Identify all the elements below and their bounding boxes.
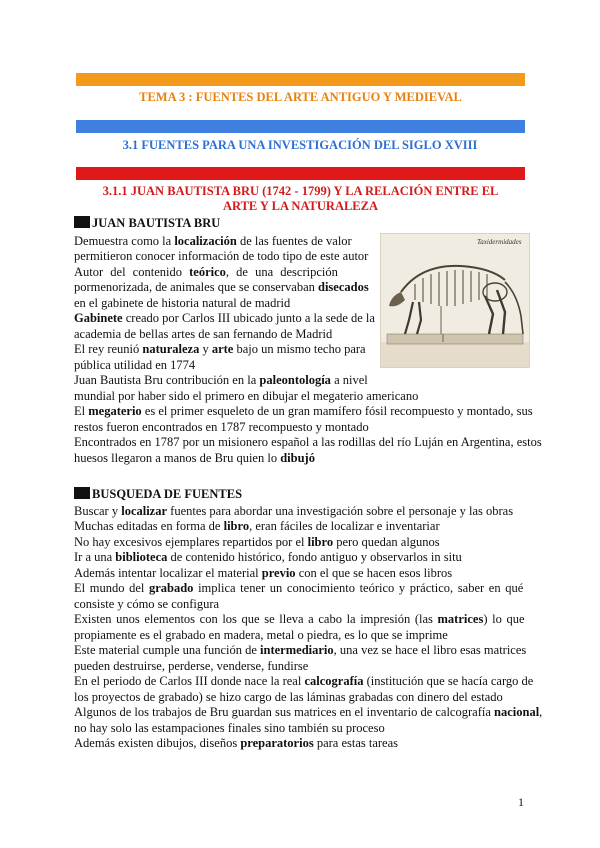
paragraph-line: Este material cumple una función de intermediario, una vez se hace el libro esas matrices [74, 643, 527, 657]
paragraph-line: Ir a una biblioteca de contenido histórico, fondo antiguo y observarlos in situ [74, 550, 462, 564]
paragraph-line: no hay solo las estampaciones finales sino también su proceso [74, 721, 385, 735]
paragraph-line: Buscar y localizar fuentes para abordar una investigación sobre el personaje y las obras [74, 504, 514, 518]
paragraph-line: Encontrados en 1787 por un misionero español a las rodillas del río Luján en Argentina, estos [74, 435, 542, 449]
square-bullet-icon [74, 487, 90, 499]
page-number: 1 [518, 795, 524, 809]
paragraph-line: pública utilidad en 1774 [74, 358, 196, 372]
skeleton-drawing [381, 234, 529, 367]
tema-title: TEMA 3 : FUENTES DEL ARTE ANTIGUO Y MEDIEVAL [139, 90, 462, 104]
paragraph-line: El mundo del grabado implica tener un conocimiento teórico y práctico, saber en qué [74, 581, 524, 595]
paragraph-line: academia de bellas artes de san fernando de Madrid [74, 327, 333, 341]
section-heading-busqueda [74, 487, 242, 502]
megaterio-engraving-image [380, 233, 530, 368]
paragraph-line: Autor del contenido teórico, de una descripción [74, 265, 338, 279]
paragraph-line: huesos llegaron a manos de Bru quien lo dibujó [74, 451, 315, 465]
red-header-bar [76, 167, 525, 180]
subsubsection-title-line2: ARTE Y LA NATURALEZA [222, 199, 379, 213]
paragraph-line: Gabinete creado por Carlos III ubicado junto a la sede de la [74, 311, 375, 325]
subsubsection-title-line1: 3.1.1 JUAN BAUTISTA BRU (1742 - 1799) Y LA RELACIÓN ENTRE EL [102, 184, 499, 198]
paragraph-line: Demuestra como la localización de las fuentes de valor [74, 234, 352, 248]
paragraph-line: los proyectos de grabado) se hizo cargo de las láminas grabadas con dinero del estado [74, 690, 503, 704]
square-bullet-icon [74, 216, 90, 228]
paragraph-line: consiste y cómo se configura [74, 597, 220, 611]
paragraph-line: mundial por haber sido el primero en dibujar el megaterio americano [74, 389, 419, 403]
paragraph-line: propiamente es el grabado en madera, metal o piedra, es lo que se imprime [74, 628, 448, 642]
paragraph-line: El megaterio es el primer esqueleto de un gran mamífero fósil recompuesto y montado, sus [74, 404, 533, 418]
paragraph-line: No hay excesivos ejemplares repartidos por el libro pero quedan algunos [74, 535, 440, 549]
section-heading-bru [74, 216, 220, 231]
paragraph-line: Muchas editadas en forma de libro, eran fáciles de localizar e inventariar [74, 519, 440, 533]
orange-header-bar [76, 73, 525, 86]
paragraph-line: El rey reunió naturaleza y arte bajo un mismo techo para [74, 342, 366, 356]
paragraph-line: Existen unos elementos con los que se lleva a cabo la impresión (las matrices) lo que [74, 612, 525, 626]
section-heading-text: JUAN BAUTISTA BRU [92, 216, 221, 230]
paragraph-line: pormenorizada, de animales que se conservaban disecados [74, 280, 369, 294]
section-heading-text: BUSQUEDA DE FUENTES [92, 487, 243, 501]
blue-header-bar [76, 120, 525, 133]
subsection-title: 3.1 FUENTES PARA UNA INVESTIGACIÓN DEL SIGLO XVIII [122, 138, 478, 152]
paragraph-line: Juan Bautista Bru contribución en la paleontología a nivel [74, 373, 368, 387]
figure-caption: Taxidermidades [477, 238, 522, 246]
paragraph-line: pueden destruirse, perderse, venderse, fundirse [74, 659, 309, 673]
paragraph-line: Algunos de los trabajos de Bru guardan sus matrices en el inventario de calcografía nacional, [74, 705, 543, 719]
paragraph-line: restos fueron encontrados en 1787 recompuesto y montado [74, 420, 369, 434]
paragraph-line: Además existen dibujos, diseños preparatorios para estas tareas [74, 736, 399, 750]
paragraph-line: permitieron conocer información de todo tipo de este autor [74, 249, 369, 263]
paragraph-line: En el periodo de Carlos III donde nace la real calcografía (institución que se hacía cargo de [74, 674, 534, 688]
paragraph-line: en el gabinete de historia natural de madrid [74, 296, 291, 310]
paragraph-line: Además intentar localizar el material previo con el que se hacen esos libros [74, 566, 453, 580]
